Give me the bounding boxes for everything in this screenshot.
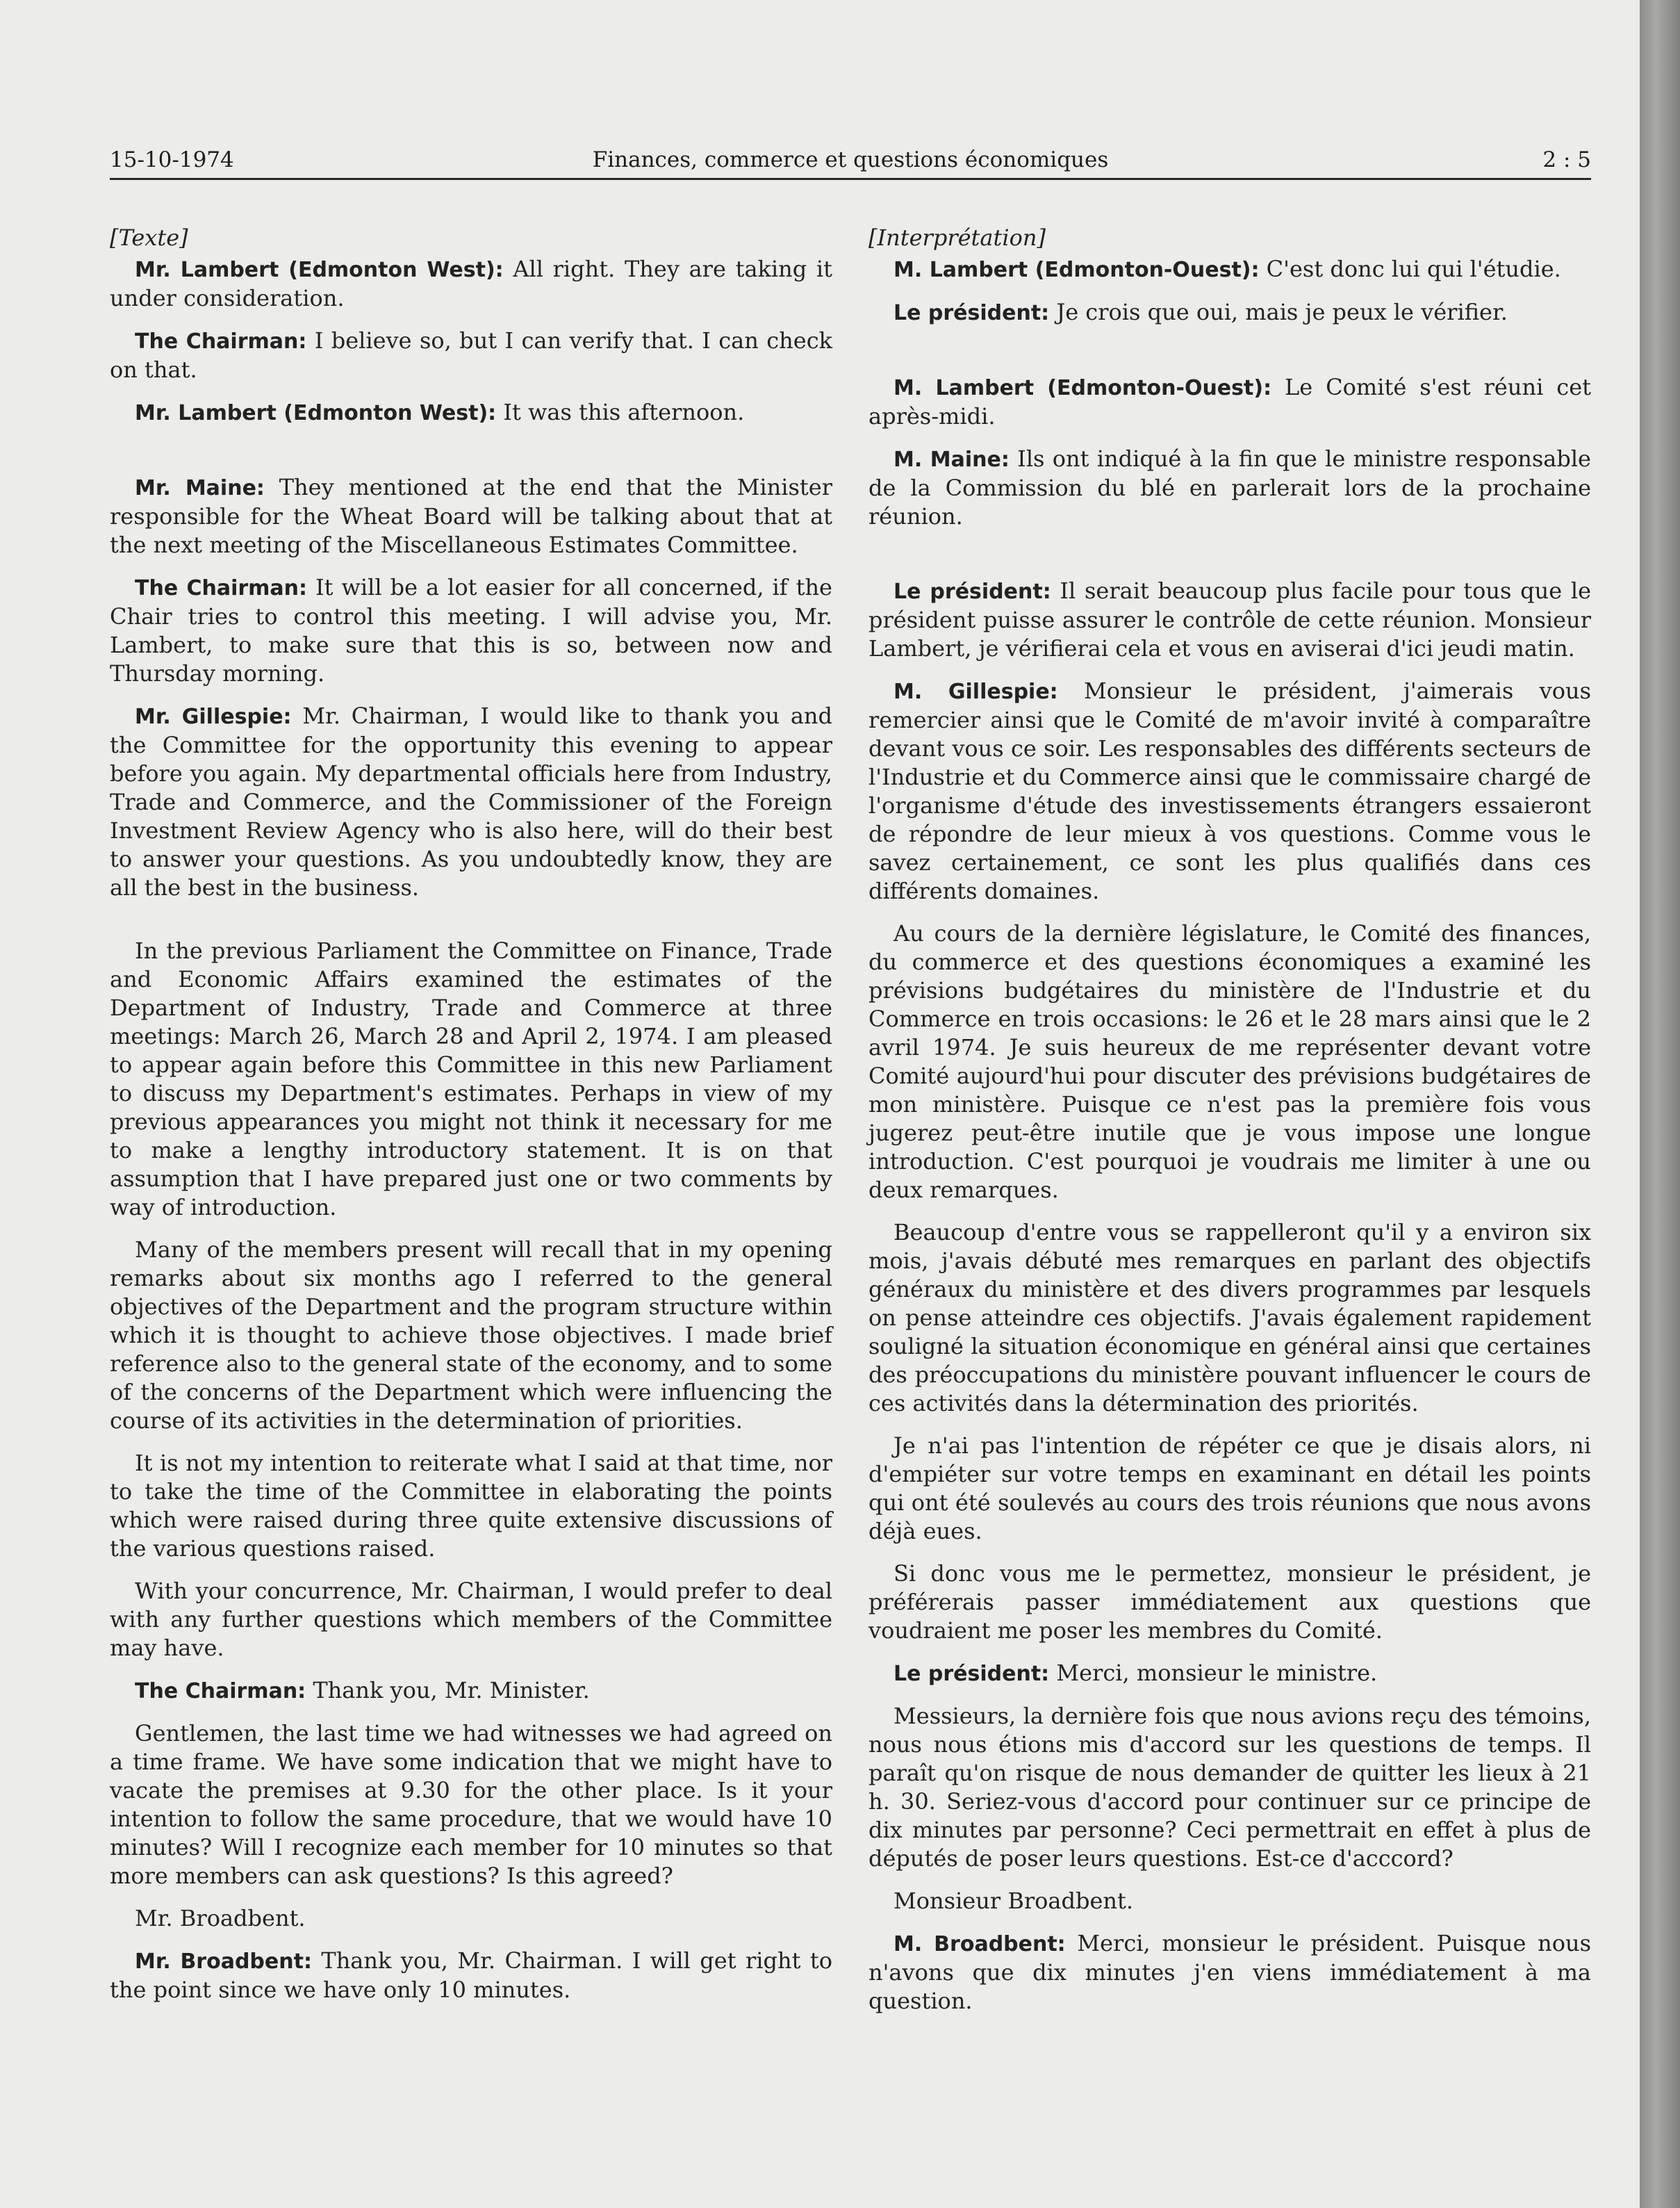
speech-text: Au cours de la dernière législature, le Comité des finances, du commerce et des questions économiques a examiné les prévisions budgétaires du ministère de l'Industrie et du Commerce en trois occasions: le 26 et le 28 mars ainsi que le 2 avril 1974. Je suis heureux de me représenter devant votre Comité aujourd'hui pour discuter des prévisions budgétaires de mon ministère. Puisque ce n'est pas la première fois vous jugerez peut-être inutile que je vous impose une longue introduction. C'est pourquoi je voudrais me limiter à une ou deux remarques. (868, 920, 1591, 1203)
speaker-name: The Chairman: (135, 329, 307, 354)
speech-text: Je crois que oui, mais je peux le vérifier. (1049, 299, 1508, 325)
transcript-paragraph (868, 1929, 1591, 2015)
speech-text: Thank you, Mr. Chairman. I will get right to the point since we have only 10 minutes. (110, 1947, 833, 2003)
speech-text: Beaucoup d'entre vous se rappelleront qu'il y a environ six mois, j'avais débuté mes remarques en parlant des objectifs généraux du ministère et des divers programmes par lesquels on pense atteindre ces objectifs. J'avais également rapidement souligné la situation économique en général ainsi que certaines des préoccupations du ministère pouvant influencer le cours de ces activités dans la détermination des priorités. (868, 1219, 1591, 1416)
speech-text: It was this afternoon. (496, 399, 745, 425)
speech-text: Mr. Broadbent. (135, 1905, 306, 1931)
transcript-paragraph (868, 373, 1591, 431)
transcript-paragraph (868, 1432, 1591, 1546)
speaker-name: Le président: (893, 580, 1051, 604)
speech-text: It will be a lot easier for all concerned, if the Chair tries to control this meeting. I will advise you, Mr. Lambert, to make sure that this is so, between now and Thursday morning. (110, 574, 832, 687)
speech-text: In the previous Parliament the Committee on Finance, Trade and Economic Affairs examined the estimates of the Department of Industry, Trade and Commerce at three meetings: March 26, March 28 and April 2, 1974. I am pleased to appear again before this Committee in this new Parliament to discuss my Department's estimates. Perhaps in view of my previous appearances you might not think it necessary for me to make a lengthy introductory statement. It is on that assumption that I have prepared just one or two comments by way of introduction. (110, 938, 832, 1220)
transcript-paragraph (110, 1904, 832, 1933)
speaker-name: M. Broadbent: (893, 1932, 1066, 1956)
transcript-paragraph (110, 1676, 832, 1706)
speech-text: C'est donc lui qui l'étudie. (1259, 256, 1561, 282)
speaker-name: Le président: (893, 1662, 1050, 1686)
english-section-tag: [Texte] (110, 224, 188, 251)
french-section-tag: [Interprétation] (868, 224, 1046, 251)
speaker-name: M. Lambert (Edmonton-Ouest): (893, 376, 1272, 400)
speaker-name: Mr. Lambert (Edmonton West): (135, 258, 504, 282)
transcript-paragraph (868, 1887, 1591, 1915)
transcript-paragraph (868, 298, 1591, 327)
speaker-name: Mr. Lambert (Edmonton West): (135, 401, 497, 425)
speech-text: Monsieur Broadbent. (893, 1888, 1134, 1914)
transcript-paragraph (868, 1218, 1591, 1418)
speech-text: Il serait beaucoup plus facile pour tous que le président puisse assurer le contrôle de cette réunion. Monsieur Lambert, je vérifierai cela et vous en aviserai d'ici jeudi matin. (868, 578, 1591, 662)
speech-text: Messieurs, la dernière fois que nous avions reçu des témoins, nous nous étions mis d'accord sur les questions de temps. Il paraît qu'on risque de nous demander de quitter les lieux à 21 h. 30. Seriez-vous d'accord pour continuer sur ce principe de dix minutes par personne? Ceci permettrait en effet à plus de députés de poser leurs questions. Est-ce d'acccord? (868, 1703, 1591, 1872)
transcript-paragraph (868, 445, 1591, 531)
transcript-paragraph (868, 577, 1591, 663)
speech-text: Gentlemen, the last time we had witnesses we had agreed on a time frame. We have some indication that we might have to vacate the premises at 9.30 for the other place. Is it your intention to follow the same procedure, that we would have 10 minutes? Will I recognize each member for 10 minutes so that more members can ask questions? Is this agreed? (110, 1720, 832, 1889)
transcript-paragraph (868, 919, 1591, 1204)
speech-text: Je n'ai pas l'intention de répéter ce que je disais alors, ni d'empiéter sur votre temps en examinant en détail les points qui ont été soulevés au cours des trois réunions que nous avons déjà eues. (868, 1432, 1591, 1544)
speech-text: All right. They are taking it under consideration. (110, 256, 833, 311)
speech-text: Ils ont indiqué à la fin que le ministre responsable de la Commission du blé en parlerait lors de la prochaine réunion. (868, 445, 1591, 530)
header-rule (110, 178, 1591, 180)
speech-text: Si donc vous me le permettez, monsieur le président, je préférerais passer immédiatement aux questions que voudraient me poser les membres du Comité. (868, 1560, 1591, 1644)
speech-text: Merci, monsieur le président. Puisque nous n'avons que dix minutes j'en viens immédiatement à ma question. (868, 1930, 1592, 2014)
transcript-paragraph (868, 1659, 1591, 1688)
speaker-name: M. Gillespie: (893, 680, 1058, 704)
transcript-paragraph (110, 1577, 832, 1662)
page-edge-shadow (1640, 0, 1680, 2208)
speaker-name: Le président: (893, 301, 1050, 325)
speaker-name: The Chairman: (135, 1679, 306, 1703)
speech-text: Merci, monsieur le ministre. (1049, 1660, 1378, 1686)
speech-text: They mentioned at the end that the Minister responsible for the Wheat Board will be talking about that at the next meeting of the Miscellaneous Estimates Committee. (110, 474, 833, 558)
transcript-paragraph (110, 702, 832, 902)
transcript-paragraph (110, 937, 832, 1222)
speech-text: Mr. Chairman, I would like to thank you and the Committee for the opportunity this evening to appear before you again. My departmental officials here from Industry, Trade and Commerce, and the Commissioner of the Foreign Investment Review Agency who is also here, will do their best to answer your questions. As you undoubtedly know, they are all the best in the business. (110, 703, 833, 901)
transcript-paragraph (868, 677, 1591, 906)
speech-text: Monsieur le président, j'aimerais vous remercier ainsi que le Comité de m'avoir invité à comparaître devant vous ce soir. Les responsables des différents secteurs de l'Industrie et du Commerce ainsi que le commissaire chargé de l'organisme d'étude des investissements étrangers essaieront de répondre de leur mieux à vos questions. Comme vous le savez certainement, ce sont les plus qualifiés dans ces différents domaines. (868, 678, 1591, 904)
speech-text: Thank you, Mr. Minister. (306, 1677, 590, 1703)
transcript-paragraph (868, 1702, 1591, 1873)
speech-text: With your concurrence, Mr. Chairman, I would prefer to deal with any further questions which members of the Committee may have. (110, 1578, 832, 1661)
transcript-paragraph (110, 1236, 832, 1435)
page-header (110, 145, 1591, 178)
transcript-paragraph (110, 1719, 832, 1890)
speaker-name: Mr. Maine: (135, 476, 265, 500)
transcript-paragraph (110, 327, 832, 384)
speaker-name: M. Lambert (Edmonton-Ouest): (893, 258, 1260, 282)
speaker-name: M. Maine: (893, 448, 1010, 472)
speaker-name: Mr. Gillespie: (135, 705, 292, 729)
transcript-paragraph (868, 255, 1591, 284)
transcript-paragraph (110, 398, 832, 427)
speech-text: It is not my intention to reiterate what I said at that time, nor to take the time of the Committee in elaborating the points which were raised during three quite extensive discussions of the various questions raised. (110, 1450, 832, 1562)
transcript-paragraph (110, 255, 832, 313)
header-title: Finances, commerce et questions économiques (592, 147, 1109, 172)
english-column (110, 224, 832, 2018)
transcript-paragraph (110, 1947, 832, 2004)
speaker-name: Mr. Broadbent: (135, 1949, 312, 1974)
speech-text: I believe so, but I can verify that. I can check on that. (110, 327, 833, 383)
header-date: 15-10-1974 (110, 147, 234, 172)
transcript-paragraph (110, 473, 832, 559)
speech-text: Le Comité s'est réuni cet après-midi. (868, 374, 1591, 430)
transcript-paragraph (110, 573, 832, 688)
transcript-paragraph (868, 1560, 1591, 1645)
speaker-name: The Chairman: (135, 576, 307, 600)
header-page-number: 2 : 5 (1542, 147, 1591, 172)
transcript-paragraph (110, 1449, 832, 1563)
french-column (868, 224, 1591, 2029)
speech-text: Many of the members present will recall that in my opening remarks about six months ago I referred to the general objectives of the Department and the program structure within which it is thought to achieve those objectives. I made brief reference also to the general state of the economy, and to some of the concerns of the Department which were influencing the course of its activities in the determination of priorities. (110, 1236, 832, 1434)
